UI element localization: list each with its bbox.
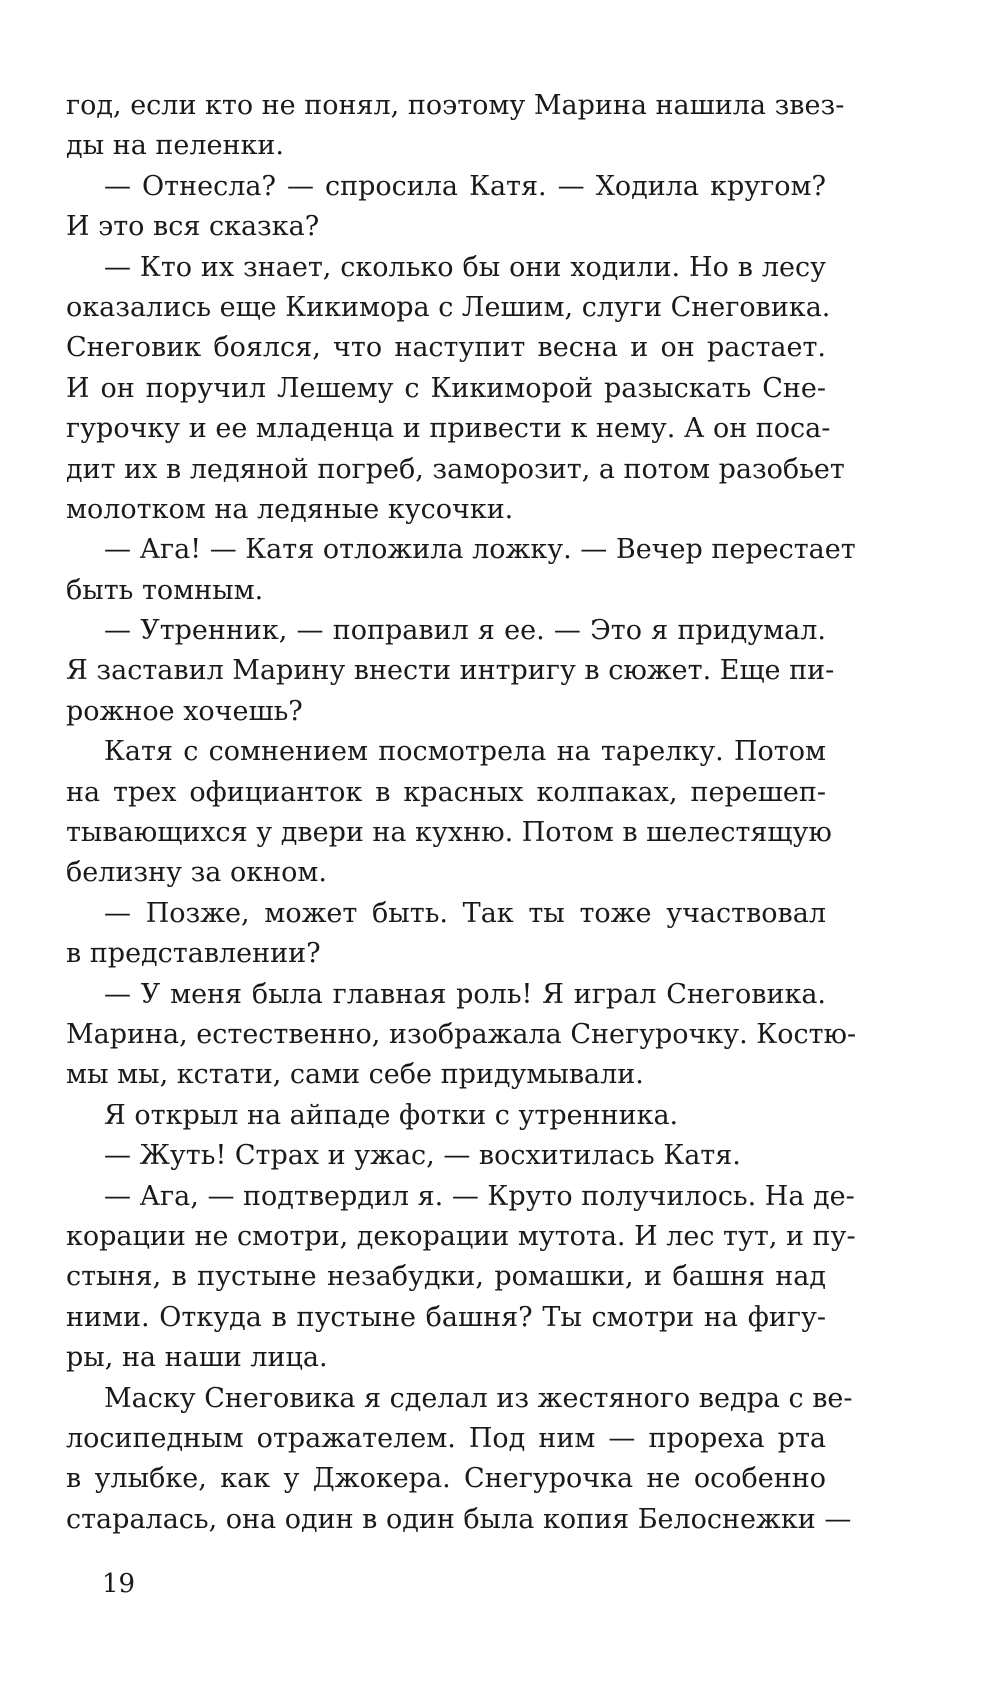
- text-line: в улыбке, как у Джокера. Снегурочка не особенно: [66, 1463, 826, 1495]
- text-line: Я заставил Марину внести интригу в сюжет. Еще пи-: [66, 655, 835, 687]
- text-line: — У меня была главная роль! Я играл Снеговика.: [104, 978, 826, 1010]
- text-line: Катя с сомнением посмотрела на тарелку. Потом: [104, 736, 826, 768]
- text-line: гурочку и ее младенца и привести к нему. А он поса-: [66, 413, 831, 445]
- text-line: — Позже, может быть. Так ты тоже участвовал: [104, 897, 826, 929]
- text-line: Снеговик боялся, что наступит весна и он растает.: [66, 332, 826, 364]
- text-line: Марина, естественно, изображала Снегурочку. Костю-: [66, 1018, 857, 1050]
- text-line: ры, на наши лица.: [66, 1342, 328, 1374]
- text-line: год, если кто не понял, поэтому Марина нашила звез-: [66, 90, 845, 121]
- text-line: Маску Снеговика я сделал из жестяного ведра с ве-: [104, 1382, 853, 1414]
- text-line: — Утренник, — поправил я ее. — Это я придумал.: [104, 615, 826, 647]
- text-line: молотком на ледяные кусочки.: [66, 493, 514, 525]
- text-line: Я открыл на айпаде фотки с утренника.: [104, 1099, 679, 1131]
- body-text: [66, 86, 1000, 1540]
- page-number: 19: [102, 1569, 136, 1599]
- text-line: — Кто их знает, сколько бы они ходили. Но в лесу: [104, 251, 826, 283]
- text-line: рожное хочешь?: [66, 695, 303, 727]
- text-line: корации не смотри, декорации мутота. И лес тут, и пу-: [66, 1220, 856, 1252]
- text-line: белизну за окном.: [66, 857, 327, 889]
- text-line: — Жуть! Страх и ужас, — восхитилась Катя.: [104, 1140, 741, 1172]
- text-line: — Ага, — подтвердил я. — Круто получилось. На де-: [104, 1180, 855, 1212]
- text-line: И это вся сказка?: [66, 211, 320, 243]
- text-line: — Отнесла? — спросила Катя. — Ходила кругом?: [104, 170, 826, 202]
- text-line: ды на пеленки.: [66, 130, 284, 162]
- text-line: мы мы, кстати, сами себе придумывали.: [66, 1059, 644, 1091]
- text-line: на трех официанток в красных колпаках, перешеп-: [66, 776, 826, 808]
- text-line: стыня, в пустыне незабудки, ромашки, и башня над: [66, 1261, 826, 1293]
- text-line: оказались еще Кикимора с Лешим, слуги Снеговика.: [66, 291, 831, 323]
- text-line: И он поручил Лешему с Кикиморой разыскать Сне-: [66, 372, 826, 404]
- text-line: старалась, она один в один была копия Белоснежки —: [66, 1503, 852, 1535]
- text-line: ними. Откуда в пустыне башня? Ты смотри на фигу-: [66, 1301, 826, 1333]
- text-line: — Ага! — Катя отложила ложку. — Вечер перестает: [104, 534, 856, 566]
- text-line: дит их в ледяной погреб, заморозит, а потом разобьет: [66, 453, 845, 485]
- text-line: тывающихся у двери на кухню. Потом в шелестящую: [66, 817, 832, 849]
- text-line: лосипедным отражателем. Под ним — прореха рта: [66, 1422, 826, 1454]
- text-line: быть томным.: [66, 574, 264, 606]
- text-line: в представлении?: [66, 938, 321, 970]
